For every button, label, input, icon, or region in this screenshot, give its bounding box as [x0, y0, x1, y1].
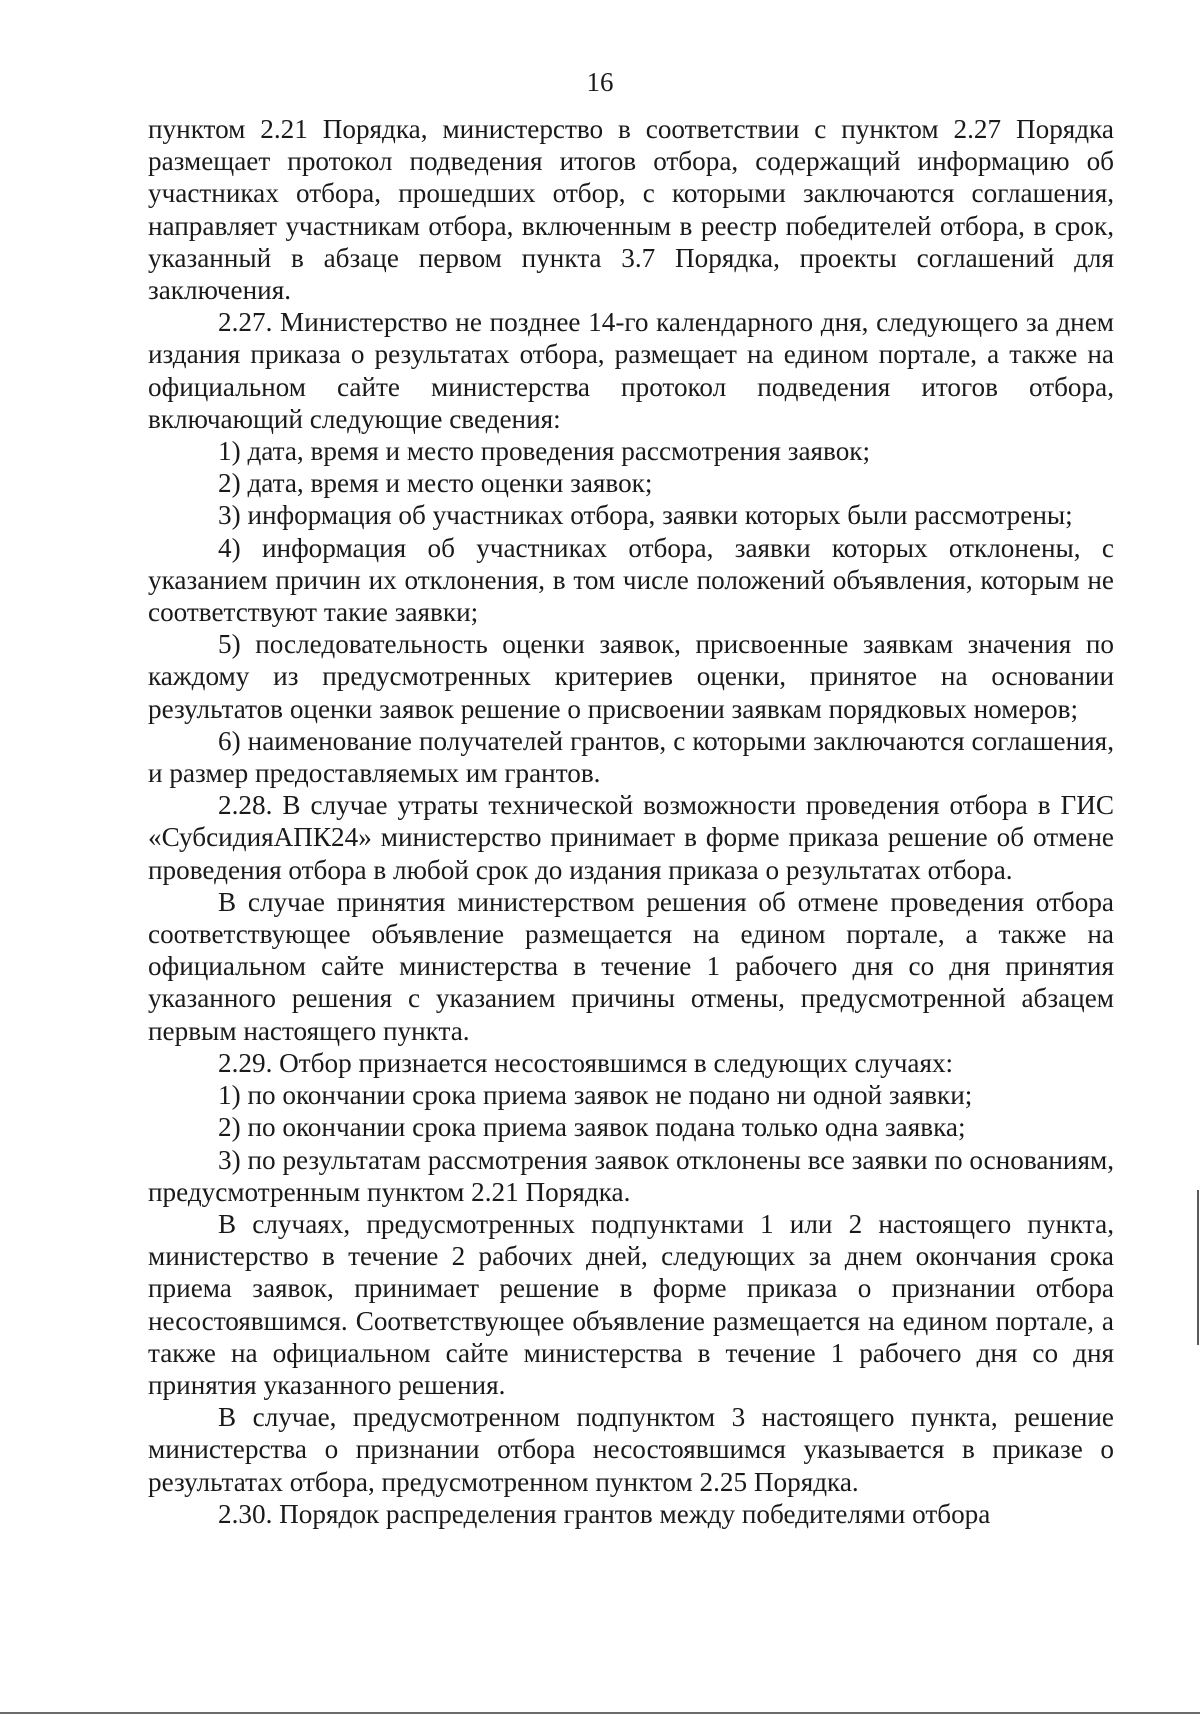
paragraph-2-28-cancel: В случае принятия министерством решения об отмене проведения отбора соответствующее объявление размещается на едином портале, а также на официальном сайте министерства в течение 1 рабочего дня со дня принятия указанного решения с указанием причины отмены, предусмотренной абзацем первым настоящего пункта. [148, 886, 1114, 1046]
list-item-2-27-4: 4) информация об участниках отбора, заявки которых отклонены, с указанием причин их отклонения, в том числе положений объявления, которым не соответствуют такие заявки; [148, 532, 1114, 628]
list-item-2-29-3: 3) по результатам рассмотрения заявок отклонены все заявки по основаниям, предусмотренным пунктом 2.21 Порядка. [148, 1144, 1114, 1207]
paragraph-2-29-cases-1-2: В случаях, предусмотренных подпунктами 1 или 2 настоящего пункта, министерство в течение 2 рабочих дней, следующих за днем окончания срока приема заявок, принимает решение в форме приказа о признании отбора несостоявшимся. Соответствующее объявление размещается на едином портале, а также на официальном сайте министерства в течение 1 рабочего дня со дня принятия указанного решения. [148, 1208, 1114, 1400]
list-item-2-27-5: 5) последовательность оценки заявок, присвоенные заявкам значения по каждому из предусмотренных критериев оценки, принятое на основании результатов оценки заявок решение о присвоении заявкам порядковых номеров; [148, 629, 1114, 724]
page-number: 16 [586, 67, 614, 97]
paragraph-continuation: пунктом 2.21 Порядка, министерство в соответствии с пунктом 2.27 Порядка размещает протокол подведения итогов отбора, содержащий информацию об участниках отбора, прошедших отбор, с которыми заключаются соглашения, направляет участникам отбора, включенным в реестр победителей отбора, в срок, указанный в абзаце первом пункта 3.7 Порядка, проекты соглашений для заключения. [148, 114, 1114, 306]
scan-bottom-edge [0, 1712, 1200, 1714]
list-item-2-27-6: 6) наименование получателей грантов, с которыми заключаются соглашения, и размер предоставляемых им грантов. [148, 725, 1114, 789]
paragraph-2-30: 2.30. Порядок распределения грантов между победителями отбора [218, 1498, 991, 1529]
paragraph-2-29-case-3: В случае, предусмотренном подпунктом 3 настоящего пункта, решение министерства о признании отбора несостоявшимся указывается в приказе о результатах отбора, предусмотренном пунктом 2.25 Порядка. [148, 1402, 1114, 1497]
list-item-2-27-1: 1) дата, время и место проведения рассмотрения заявок; [218, 436, 871, 467]
list-item-2-29-1: 1) по окончании срока приема заявок не подано ни одной заявки; [218, 1080, 973, 1111]
paragraph-2-28: 2.28. В случае утраты технической возможности проведения отбора в ГИС «СубсидияАПК24» министерство принимает в форме приказа решение об отмене проведения отбора в любой срок до издания приказа о результатах отбора. [148, 790, 1114, 885]
list-item-2-27-2: 2) дата, время и место оценки заявок; [218, 468, 653, 499]
scan-edge-mark [1197, 1190, 1199, 1345]
document-body [148, 113, 1114, 1530]
paragraph-2-29: 2.29. Отбор признается несостоявшимся в следующих случаях: [218, 1047, 954, 1078]
list-item-2-27-3: 3) информация об участниках отбора, заявки которых были рассмотрены; [218, 500, 1073, 531]
list-item-2-29-2: 2) по окончании срока приема заявок подана только одна заявка; [218, 1112, 966, 1143]
paragraph-2-27: 2.27. Министерство не позднее 14-го календарного дня, следующего за днем издания приказа о результатах отбора, размещает на едином портале, а также на официальном сайте министерства протокол подведения итогов отбора, включающий следующие сведения: [148, 307, 1114, 434]
